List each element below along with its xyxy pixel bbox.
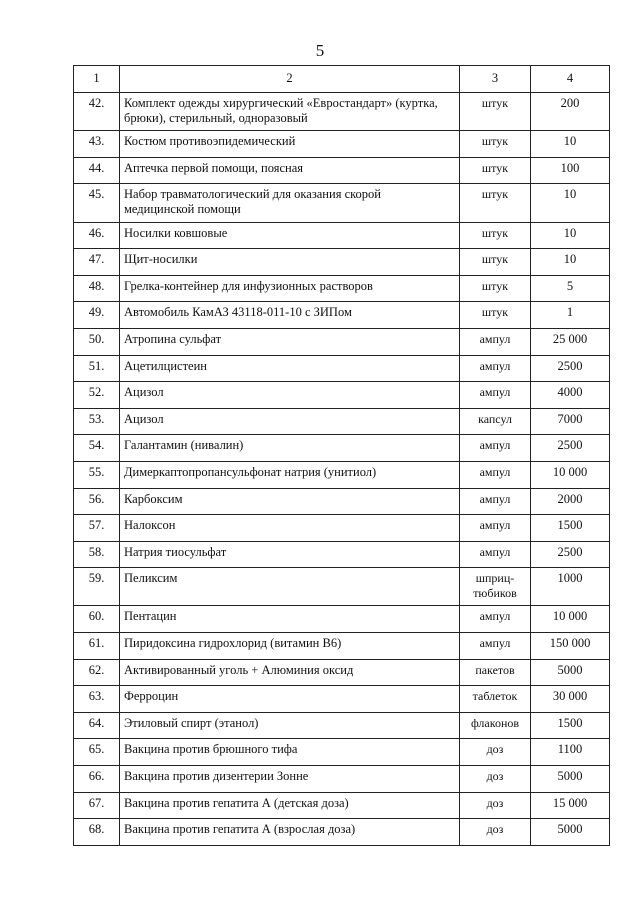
item-name: Аптечка первой помощи, поясная	[120, 157, 460, 184]
item-unit: штук	[460, 275, 531, 302]
item-name: Активированный уголь + Алюминия оксид	[120, 659, 460, 686]
item-unit: ампул	[460, 515, 531, 542]
row-number: 63.	[74, 686, 120, 713]
row-number: 49.	[74, 302, 120, 329]
item-unit: ампул	[460, 541, 531, 568]
item-quantity: 10	[531, 222, 610, 249]
item-quantity: 10 000	[531, 461, 610, 488]
item-unit: ампул	[460, 606, 531, 633]
item-quantity: 10 000	[531, 606, 610, 633]
row-number: 62.	[74, 659, 120, 686]
item-unit: ампул	[460, 488, 531, 515]
item-unit: ампул	[460, 435, 531, 462]
table-row	[74, 275, 610, 302]
item-quantity: 1500	[531, 515, 610, 542]
row-number: 43.	[74, 131, 120, 158]
item-quantity: 10	[531, 184, 610, 222]
item-name: Натрия тиосульфат	[120, 541, 460, 568]
item-quantity: 200	[531, 93, 610, 131]
row-number: 60.	[74, 606, 120, 633]
table-row	[74, 541, 610, 568]
table-row	[74, 568, 610, 606]
row-number: 48.	[74, 275, 120, 302]
item-name: Ферроцин	[120, 686, 460, 713]
item-name: Ацизол	[120, 408, 460, 435]
table-row	[74, 686, 610, 713]
item-name: Вакцина против гепатита А (взрослая доза)	[120, 819, 460, 846]
item-unit: ампул	[460, 328, 531, 355]
table-row	[74, 766, 610, 793]
item-name: Димеркаптопропансульфонат натрия (унитиол)	[120, 461, 460, 488]
item-name: Пиридоксина гидрохлорид (витамин В6)	[120, 633, 460, 660]
table-row	[74, 659, 610, 686]
table-row	[74, 515, 610, 542]
row-number: 68.	[74, 819, 120, 846]
column-header-number: 1	[74, 66, 120, 93]
item-quantity: 7000	[531, 408, 610, 435]
table-row	[74, 328, 610, 355]
item-unit: штук	[460, 157, 531, 184]
row-number: 55.	[74, 461, 120, 488]
table-row	[74, 712, 610, 739]
item-name: Налоксон	[120, 515, 460, 542]
item-quantity: 1500	[531, 712, 610, 739]
item-quantity: 1000	[531, 568, 610, 606]
item-quantity: 5000	[531, 819, 610, 846]
item-quantity: 5000	[531, 766, 610, 793]
item-name: Набор травматологический для оказания скорой медицинской помощи	[120, 184, 460, 222]
item-unit: штук	[460, 249, 531, 276]
item-unit: пакетов	[460, 659, 531, 686]
table-row	[74, 222, 610, 249]
item-quantity: 1100	[531, 739, 610, 766]
item-name: Ацетилцистеин	[120, 355, 460, 382]
item-quantity: 5	[531, 275, 610, 302]
item-name: Ацизол	[120, 382, 460, 409]
row-number: 66.	[74, 766, 120, 793]
item-name: Комплект одежды хирургический «Евростандарт» (куртка, брюки), стерильный, одноразовый	[120, 93, 460, 131]
item-name: Атропина сульфат	[120, 328, 460, 355]
item-unit: штук	[460, 302, 531, 329]
page-number: 5	[315, 41, 325, 60]
item-unit: доз	[460, 792, 531, 819]
item-unit: капсул	[460, 408, 531, 435]
item-name: Галантамин (нивалин)	[120, 435, 460, 462]
table-row	[74, 819, 610, 846]
row-number: 44.	[74, 157, 120, 184]
row-number: 51.	[74, 355, 120, 382]
item-quantity: 2500	[531, 541, 610, 568]
item-quantity: 100	[531, 157, 610, 184]
supplies-table	[73, 65, 610, 846]
row-number: 46.	[74, 222, 120, 249]
item-unit: штук	[460, 184, 531, 222]
table-row	[74, 157, 610, 184]
item-quantity: 5000	[531, 659, 610, 686]
row-number: 57.	[74, 515, 120, 542]
item-unit: штук	[460, 93, 531, 131]
item-unit: ампул	[460, 355, 531, 382]
row-number: 54.	[74, 435, 120, 462]
table-body	[74, 93, 610, 846]
row-number: 59.	[74, 568, 120, 606]
item-unit: таблеток	[460, 686, 531, 713]
item-name: Автомобиль КамАЗ 43118-011-10 с ЗИПом	[120, 302, 460, 329]
row-number: 58.	[74, 541, 120, 568]
table-row	[74, 302, 610, 329]
item-quantity: 15 000	[531, 792, 610, 819]
table-row	[74, 739, 610, 766]
item-name: Этиловый спирт (этанол)	[120, 712, 460, 739]
row-number: 45.	[74, 184, 120, 222]
item-name: Грелка-контейнер для инфузионных растворов	[120, 275, 460, 302]
row-number: 65.	[74, 739, 120, 766]
item-unit: штук	[460, 222, 531, 249]
table-row	[74, 131, 610, 158]
table-row	[74, 792, 610, 819]
item-unit: доз	[460, 739, 531, 766]
item-unit: флаконов	[460, 712, 531, 739]
header-row	[74, 66, 610, 93]
table-row	[74, 184, 610, 222]
item-name: Костюм противоэпидемический	[120, 131, 460, 158]
item-unit: шприц-тюбиков	[460, 568, 531, 606]
row-number: 61.	[74, 633, 120, 660]
item-name: Вакцина против гепатита А (детская доза)	[120, 792, 460, 819]
row-number: 52.	[74, 382, 120, 409]
row-number: 64.	[74, 712, 120, 739]
table-row	[74, 606, 610, 633]
item-name: Пеликсим	[120, 568, 460, 606]
item-quantity: 2000	[531, 488, 610, 515]
row-number: 56.	[74, 488, 120, 515]
item-quantity: 30 000	[531, 686, 610, 713]
item-unit: ампул	[460, 633, 531, 660]
item-quantity: 25 000	[531, 328, 610, 355]
item-quantity: 4000	[531, 382, 610, 409]
item-quantity: 1	[531, 302, 610, 329]
table-row	[74, 355, 610, 382]
item-unit: штук	[460, 131, 531, 158]
column-header-name: 2	[120, 66, 460, 93]
item-unit: доз	[460, 819, 531, 846]
row-number: 50.	[74, 328, 120, 355]
table-row	[74, 249, 610, 276]
item-quantity: 10	[531, 249, 610, 276]
row-number: 47.	[74, 249, 120, 276]
table-row	[74, 633, 610, 660]
item-unit: доз	[460, 766, 531, 793]
item-name: Щит-носилки	[120, 249, 460, 276]
row-number: 42.	[74, 93, 120, 131]
column-header-quantity: 4	[531, 66, 610, 93]
item-quantity: 10	[531, 131, 610, 158]
item-name: Вакцина против дизентерии Зонне	[120, 766, 460, 793]
item-unit: ампул	[460, 461, 531, 488]
row-number: 67.	[74, 792, 120, 819]
item-name: Пентацин	[120, 606, 460, 633]
item-unit: ампул	[460, 382, 531, 409]
table-row	[74, 488, 610, 515]
table-row	[74, 382, 610, 409]
item-name: Носилки ковшовые	[120, 222, 460, 249]
item-name: Вакцина против брюшного тифа	[120, 739, 460, 766]
item-quantity: 2500	[531, 435, 610, 462]
table-row	[74, 93, 610, 131]
column-header-unit: 3	[460, 66, 531, 93]
table-row	[74, 461, 610, 488]
table-row	[74, 435, 610, 462]
item-name: Карбоксим	[120, 488, 460, 515]
row-number: 53.	[74, 408, 120, 435]
item-quantity: 2500	[531, 355, 610, 382]
item-quantity: 150 000	[531, 633, 610, 660]
table-row	[74, 408, 610, 435]
